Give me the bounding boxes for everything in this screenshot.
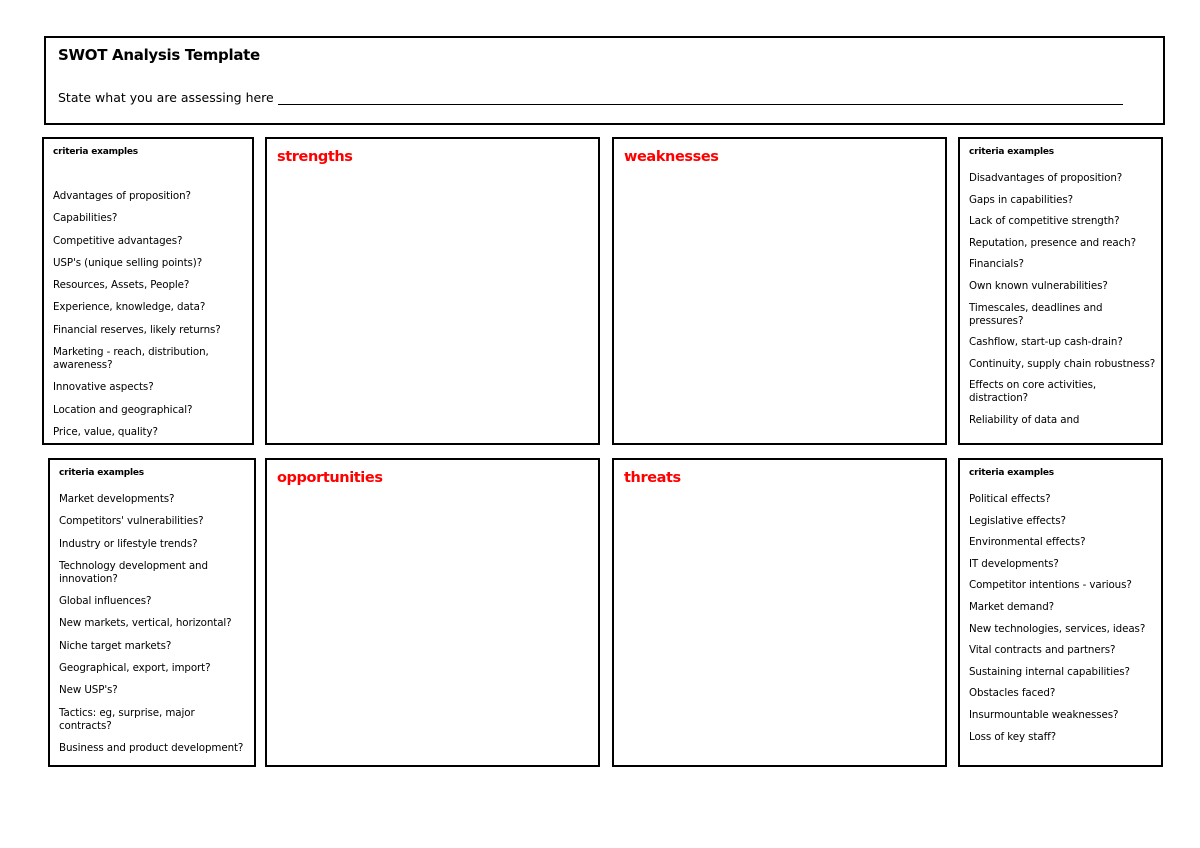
criteria-title: criteria examples <box>59 468 144 478</box>
list-item: Experience, knowledge, data? <box>53 301 206 314</box>
header-box <box>44 36 1165 125</box>
list-item: Innovative aspects? <box>53 381 154 394</box>
list-item: Vital contracts and partners? <box>969 644 1116 657</box>
list-item: Market developments? <box>59 493 175 505</box>
weaknesses-criteria-list <box>969 172 1157 436</box>
list-item: Reliability of data and <box>969 413 1080 426</box>
list-item: Market demand? <box>969 600 1055 613</box>
list-item: Competitor intentions - various? <box>969 579 1132 592</box>
weaknesses-box[interactable] <box>612 137 947 445</box>
list-item: Location and geographical? <box>53 403 193 416</box>
opportunities-title: opportunities <box>277 470 383 486</box>
assessment-line <box>58 90 1123 105</box>
strengths-box[interactable] <box>265 137 600 445</box>
criteria-title: criteria examples <box>969 147 1054 157</box>
list-item: Geographical, export, import? <box>59 662 211 675</box>
list-item: Effects on core activities, distraction? <box>969 379 1097 405</box>
list-item: Technology development and innovation? <box>59 559 208 585</box>
weaknesses-title: weaknesses <box>624 149 719 165</box>
strengths-criteria-box <box>42 137 254 445</box>
threats-criteria-box <box>958 458 1163 767</box>
list-item: Competitors' vulnerabilities? <box>59 515 204 528</box>
list-item: Legislative effects? <box>969 514 1066 527</box>
threats-criteria-list <box>969 493 1157 752</box>
list-item: IT developments? <box>969 557 1059 570</box>
strengths-criteria-list <box>53 190 248 445</box>
list-item: New technologies, services, ideas? <box>969 622 1146 635</box>
list-item: Resources, Assets, People? <box>53 279 190 292</box>
opportunities-box[interactable] <box>265 458 600 767</box>
opportunities-criteria-box <box>48 458 256 767</box>
list-item: Political effects? <box>969 493 1051 505</box>
list-item: Cashflow, start-up cash-drain? <box>969 336 1123 349</box>
weaknesses-criteria-box <box>958 137 1163 445</box>
list-item: Loss of key staff? <box>969 730 1056 743</box>
list-item: Sustaining internal capabilities? <box>969 665 1130 678</box>
list-item: Insurmountable weaknesses? <box>969 708 1119 721</box>
list-item: Price, value, quality? <box>53 425 158 438</box>
list-item: Business and product development? <box>59 741 244 754</box>
list-item: Capabilities? <box>53 212 118 225</box>
list-item: Obstacles faced? <box>969 687 1056 700</box>
threats-box[interactable] <box>612 458 947 767</box>
list-item: Advantages of proposition? <box>53 190 191 202</box>
opportunities-criteria-list <box>59 493 250 764</box>
list-item: Competitive advantages? <box>53 234 183 247</box>
list-item: Own known vulnerabilities? <box>969 279 1108 292</box>
list-item: Tactics: eg, surprise, major contracts? <box>59 706 195 732</box>
list-item: Gaps in capabilities? <box>969 193 1074 206</box>
criteria-title: criteria examples <box>969 468 1054 478</box>
list-item: Global influences? <box>59 595 152 608</box>
list-item: Reputation, presence and reach? <box>969 236 1136 249</box>
list-item: Environmental effects? <box>969 536 1086 549</box>
list-item: Financial reserves, likely returns? <box>53 323 221 336</box>
threats-title: threats <box>624 470 681 486</box>
list-item: New USP's? <box>59 684 118 697</box>
strengths-title: strengths <box>277 149 353 165</box>
list-item: Continuity, supply chain robustness? <box>969 357 1156 370</box>
list-item: Marketing - reach, distribution, awareness? <box>53 346 209 372</box>
list-item: Timescales, deadlines and pressures? <box>969 301 1103 327</box>
page-title: SWOT Analysis Template <box>58 46 260 64</box>
list-item: Financials? <box>969 258 1024 271</box>
list-item: Industry or lifestyle trends? <box>59 537 198 550</box>
list-item: USP's (unique selling points)? <box>53 256 203 269</box>
criteria-title: criteria examples <box>53 147 138 157</box>
list-item: Disadvantages of proposition? <box>969 172 1123 184</box>
list-item: New markets, vertical, horizontal? <box>59 617 232 630</box>
list-item: Lack of competitive strength? <box>969 215 1120 228</box>
assessment-label: State what you are assessing here <box>58 90 274 105</box>
assessment-input-line[interactable] <box>278 90 1123 105</box>
list-item: Niche target markets? <box>59 639 172 652</box>
